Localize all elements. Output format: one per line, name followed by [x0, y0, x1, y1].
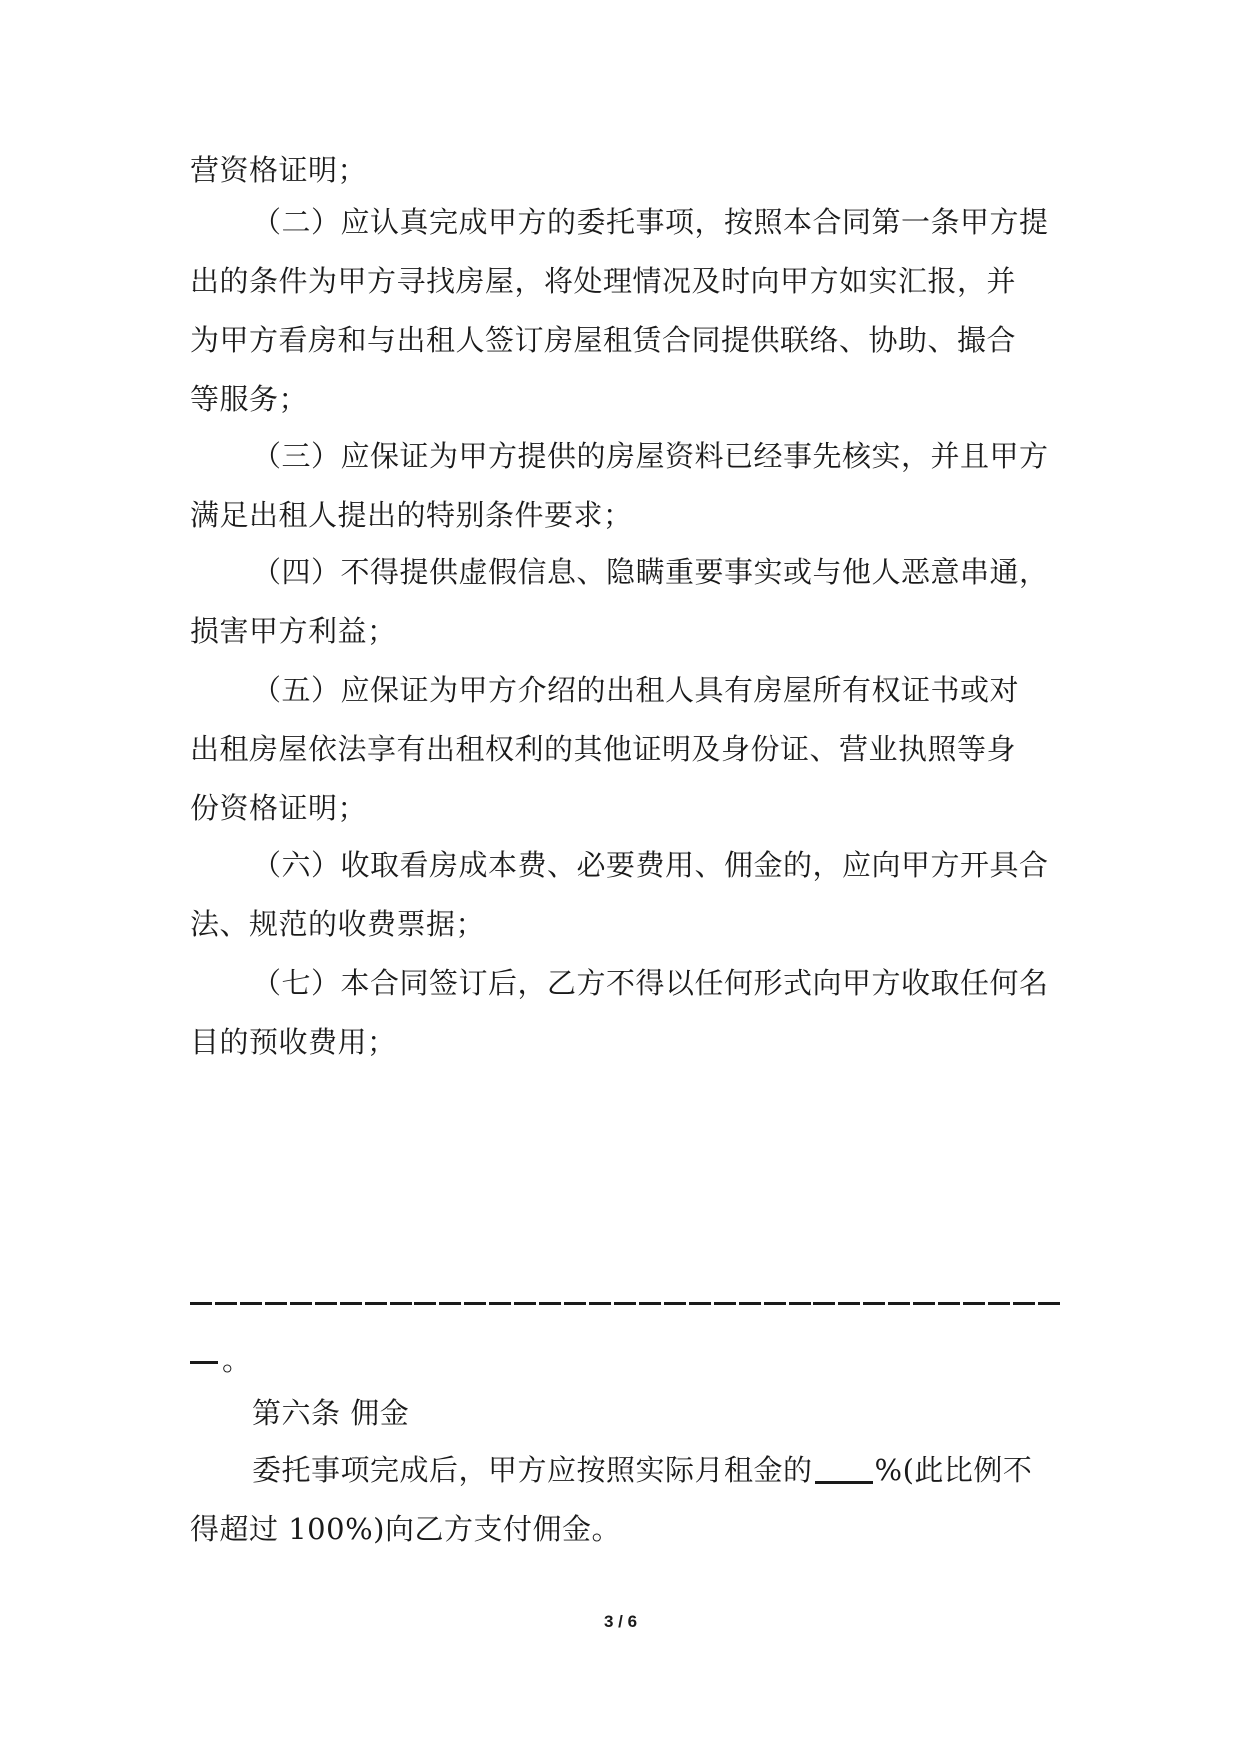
commission-line-1 [252, 1450, 1060, 1490]
fill-in-blank-tail [190, 1340, 251, 1380]
clause-5-line-2: 出租房屋依法享有出租权利的其他证明及身份证、营业执照等身 [190, 732, 1017, 766]
article-6-heading: 第六条 佣金 [252, 1396, 410, 1430]
clause-3-line-1: （三）应保证为甲方提供的房屋资料已经事先核实，并且甲方 [252, 439, 1049, 473]
clause-4-line-1: （四）不得提供虚假信息、隐瞒重要事实或与他人恶意串通， [252, 555, 1049, 589]
commission-percent-blank [815, 1455, 873, 1484]
clause-3-line-2: 满足出租人提出的特别条件要求； [190, 498, 633, 532]
clause-2-line-2: 出的条件为甲方寻找房屋，将处理情况及时向甲方如实汇报，并 [190, 264, 1017, 298]
clause-5-line-3: 份资格证明； [190, 791, 368, 825]
clause-7-line-2: 目的预收费用； [190, 1025, 397, 1059]
commission-text-before: 委托事项完成后，甲方应按照实际月租金的 [252, 1453, 813, 1487]
clause-4-line-2: 损害甲方利益； [190, 614, 397, 648]
clause-6-line-1: （六）收取看房成本费、必要费用、佣金的，应向甲方开具合 [252, 848, 1049, 882]
clause-7-line-1: （七）本合同签订后，乙方不得以任何形式向甲方收取任何名 [252, 966, 1049, 1000]
clause-2-line-1: （二）应认真完成甲方的委托事项，按照本合同第一条甲方提 [252, 205, 1049, 239]
clause-5-line-1: （五）应保证为甲方介绍的出租人具有房屋所有权证书或对 [252, 673, 1020, 707]
clause-2-line-3: 为甲方看房和与出租人签订房屋租赁合同提供联络、协助、撮合 [190, 323, 1017, 357]
page-number: 3 / 6 [603, 1612, 638, 1631]
blank-tail-punctuation: 。 [222, 1343, 252, 1377]
fill-in-blank-rule [190, 1290, 1060, 1310]
commission-line-2: 得超过 100%)向乙方支付佣金。 [190, 1512, 621, 1546]
blank-dash [190, 1361, 218, 1364]
commission-text-after: %(此比例不 [874, 1453, 1033, 1487]
clause-6-line-2: 法、规范的收费票据； [190, 907, 486, 941]
clause-2-line-4: 等服务； [190, 382, 309, 416]
paragraph-line: 营资格证明； [190, 153, 368, 187]
